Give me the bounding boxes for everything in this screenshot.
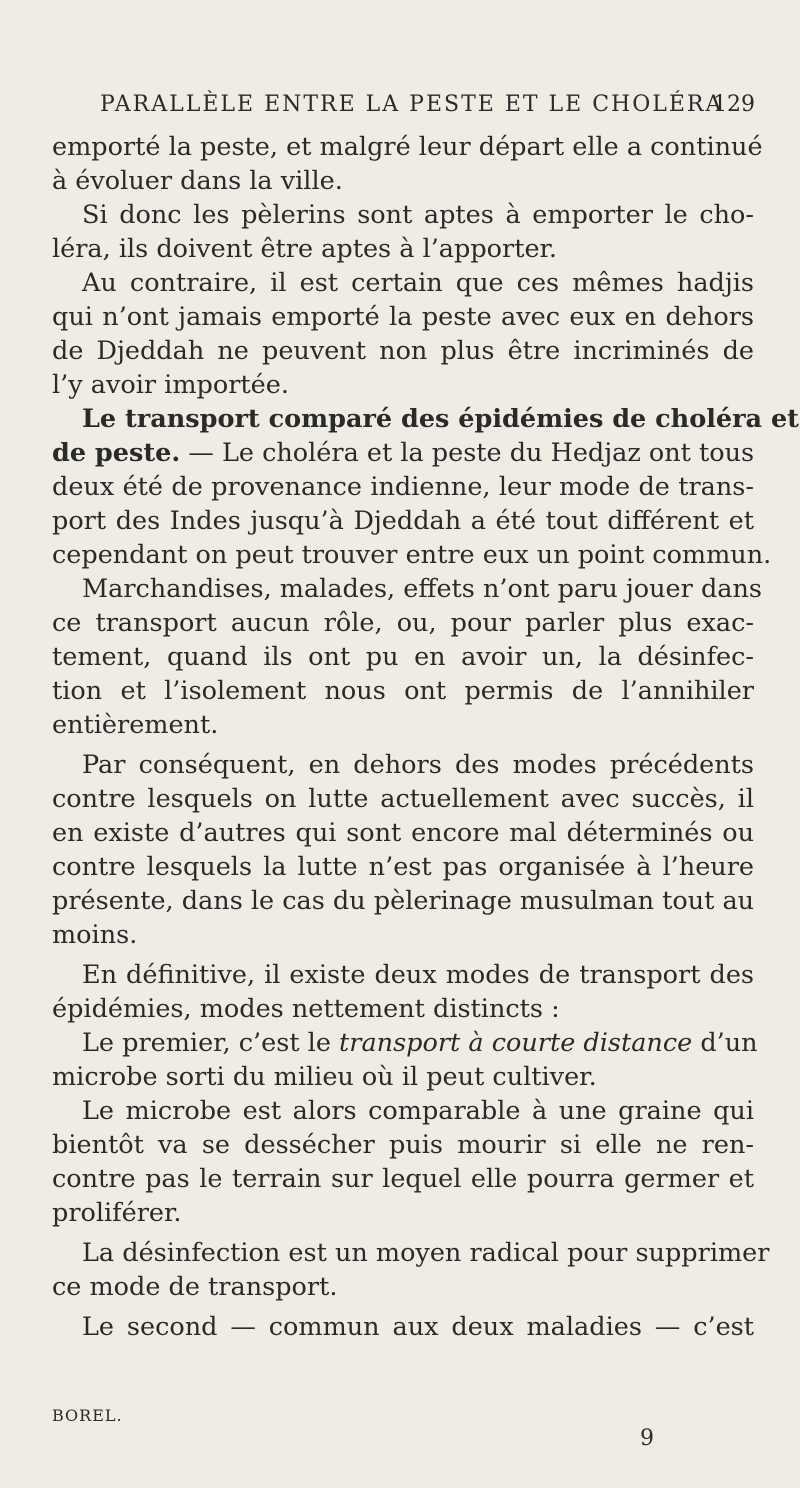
running-head (100, 92, 755, 117)
text-line (52, 436, 754, 470)
text-line: tion et l’isolement nous ont permis de l’annihiler (52, 676, 754, 706)
text-line: Par conséquent, en dehors des modes précédents (82, 750, 754, 780)
text-line: contre lesquels la lutte n’est pas organisée à l’heure (52, 852, 754, 882)
text-line (52, 1026, 758, 1060)
section-heading-end: de peste. (52, 438, 181, 468)
text-line: La désinfection est un moyen radical pour supprimer (82, 1238, 770, 1268)
text-line-start: Le premier, c’est le (82, 1028, 340, 1058)
signature-mark: BOREL. (52, 1406, 123, 1425)
text-line: léra, ils doivent être aptes à l’apporter. (52, 234, 558, 264)
text-line: contre lesquels on lutte actuellement avec succès, il (52, 784, 754, 814)
text-line: qui n’ont jamais emporté la peste avec eux en dehors (52, 302, 754, 332)
text-line: En définitive, il existe deux modes de transport des (82, 960, 754, 990)
text-line: bientôt va se dessécher puis mourir si elle ne ren- (52, 1130, 754, 1160)
text-line: cependant on peut trouver entre eux un point commun. (52, 540, 772, 570)
italic-phrase: transport à courte distance (339, 1028, 693, 1058)
text-line: Si donc les pèlerins sont aptes à emporter le cho- (82, 200, 754, 230)
text-line: Au contraire, il est certain que ces mêmes hadjis (82, 268, 754, 298)
text-line: entièrement. (52, 710, 219, 740)
body-text (52, 130, 799, 1344)
text-line: de Djeddah ne peuvent non plus être incriminés de (52, 336, 754, 366)
text-line: moins. (52, 920, 138, 950)
text-line: microbe sorti du milieu où il peut cultiver. (52, 1062, 597, 1092)
text-line: ce transport aucun rôle, ou, pour parler plus exac- (52, 608, 754, 638)
text-line: deux été de provenance indienne, leur mode de trans- (52, 472, 754, 502)
text-line: Le second — commun aux deux maladies — c’est (82, 1312, 754, 1342)
signature-number: 9 (640, 1426, 654, 1451)
text-line: tement, quand ils ont pu en avoir un, la désinfec- (52, 642, 754, 672)
text-line-end: d’un (692, 1028, 758, 1058)
text-line: ce mode de transport. (52, 1272, 338, 1302)
text-line: présente, dans le cas du pèlerinage musulman tout au (52, 886, 755, 916)
text-line: l’y avoir importée. (52, 370, 289, 400)
running-title: PARALLÈLE ENTRE LA PESTE ET LE CHOLÉRA (100, 92, 724, 117)
text-line: épidémies, modes nettement distincts : (52, 994, 560, 1024)
text-line: à évoluer dans la ville. (52, 166, 343, 196)
text-line: Le microbe est alors comparable à une graine qui (82, 1096, 754, 1126)
text-line: port des Indes jusqu’à Djeddah a été tout différent et (52, 506, 754, 536)
text-line: proliférer. (52, 1198, 182, 1228)
text-line: emporté la peste, et malgré leur départ elle a continué (52, 132, 763, 162)
text-line: contre pas le terrain sur lequel elle pourra germer et (52, 1164, 754, 1194)
text-line: Marchandises, malades, effets n’ont paru jouer dans (82, 574, 762, 604)
section-heading: Le transport comparé des épidémies de choléra et (82, 404, 799, 434)
text-line-rest: — Le choléra et la peste du Hedjaz ont tous (180, 438, 755, 468)
text-line: en existe d’autres qui sont encore mal déterminés ou (52, 818, 754, 848)
page-number: 129 (713, 92, 755, 117)
